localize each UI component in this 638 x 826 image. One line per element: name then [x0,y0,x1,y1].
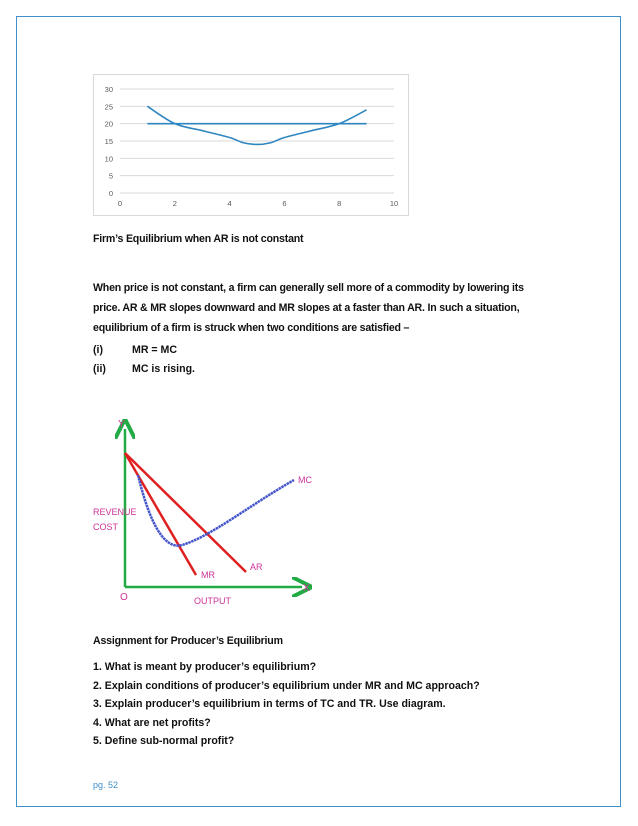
assignment-item-5: 5. Define sub-normal profit? [93,735,235,747]
x-tick-label-5: 10 [389,199,399,208]
condition-1-number: (i) [93,344,103,356]
condition-1-text: MR = MC [132,344,178,356]
mc-curve [138,475,294,546]
y-tick-label-2: 10 [104,154,113,164]
assignment-item-1: 1. What is meant by producer’s equilibrium? [93,661,317,673]
series-line-1 [147,106,366,144]
assignment-title: Assignment for Producer’s Equilibrium [93,635,283,647]
x-tick-label-0: 0 [117,199,123,208]
y-tick-label-3: 15 [104,137,113,146]
y-tick-label-0: 0 [108,189,113,198]
revenue-label: REVENUE [93,507,137,517]
chart-svg [94,75,410,217]
y-axis-label: Y [118,419,125,430]
ar-mr-mc-diagram [90,415,330,610]
assignment-item-2: 2. Explain conditions of producer’s equilibrium under MR and MC approach? [93,680,480,692]
chart-caption: Firm’s Equilibrium when AR is not constant [93,233,304,245]
x-tick-label-1: 2 [172,199,177,208]
ar-label: AR [250,562,263,572]
condition-2-number: (ii) [93,363,106,375]
condition-2-text: MC is rising. [132,363,195,375]
paragraph-line-1: When price is not constant, a firm can generally sell more of a commodity by lowering its [93,282,524,294]
cost-label: COST [93,522,119,532]
origin-label: O [120,592,128,603]
page-number: pg. 52 [93,780,119,790]
x-axis-label: X [303,583,310,594]
mc-label: MC [298,475,312,485]
paragraph-line-2: price. AR & MR slopes downward and MR slopes at a faster than AR. In such a situation, [93,302,520,314]
paragraph-line-3: equilibrium of a firm is struck when two conditions are satisfied – [93,322,410,334]
assignment-item-4: 4. What are net profits? [93,717,211,729]
y-tick-label-4: 20 [104,119,113,129]
y-tick-label-1: 5 [108,171,113,181]
output-label: OUTPUT [194,596,231,606]
mr-label: MR [201,570,215,580]
x-tick-label-2: 4 [227,199,232,208]
ar-line [125,453,246,572]
x-tick-label-3: 6 [282,199,287,208]
condition-2 [93,363,293,377]
y-tick-label-5: 25 [104,102,113,112]
x-tick-label-4: 8 [337,199,342,208]
condition-1 [93,344,293,358]
equilibrium-line-chart [93,74,409,216]
y-tick-label-6: 30 [104,85,113,94]
assignment-item-3: 3. Explain producer’s equilibrium in terms of TC and TR. Use diagram. [93,698,446,710]
